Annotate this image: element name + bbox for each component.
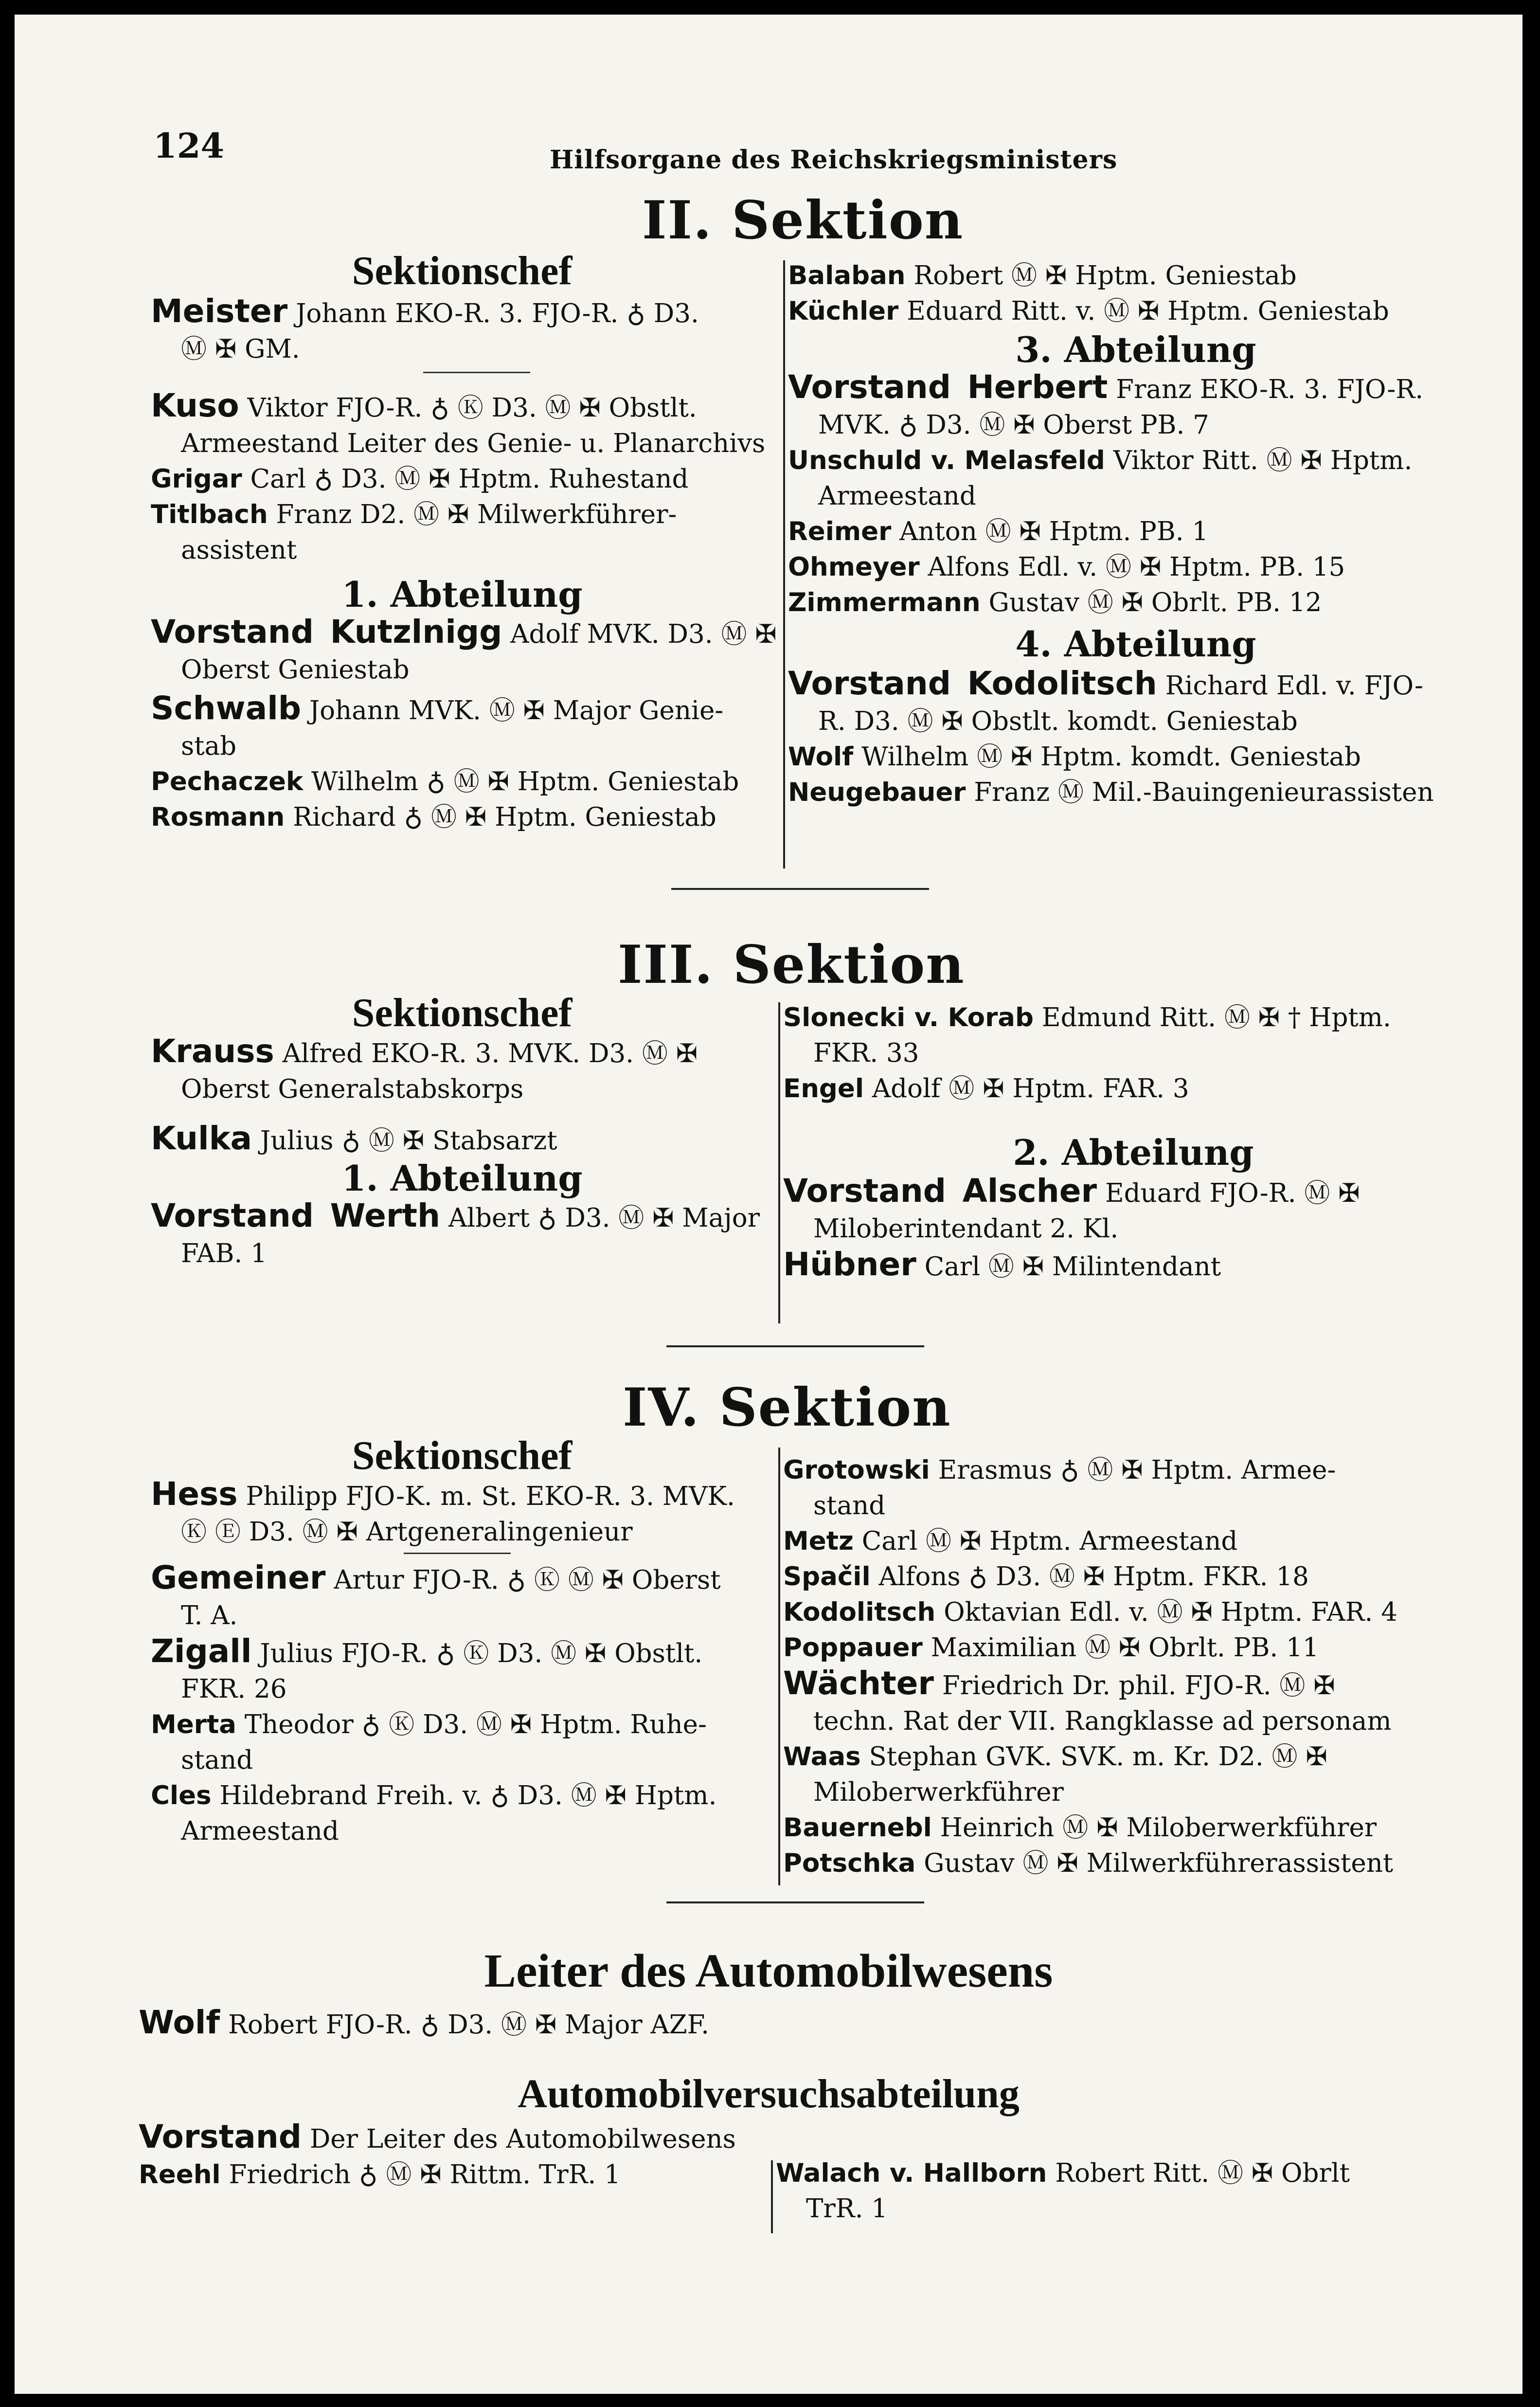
entry-kuso-cont: Armeestand Leiter des Genie- u. Planarchivs <box>181 429 766 458</box>
section-II-left-column <box>151 248 777 835</box>
entry-kulka: Kulka Julius ♁ Ⓜ ✠ Stabsarzt <box>151 1120 557 1157</box>
entry-vorstand-automobil: Vorstand Der Leiter des Automobilwesens <box>139 2118 736 2155</box>
entry-vorstand-alscher: Vorstand Alscher Eduard FJO-R. Ⓜ ✠ <box>783 1172 1360 1210</box>
running-head: Hilfsorgane des Reichskriegsministers <box>550 145 1118 175</box>
entry-grotowski-cont: stand <box>813 1491 886 1520</box>
automobilwesen-title: Leiter des Automobilwesens <box>484 1945 1053 1997</box>
section-title-III: III. Sektion <box>618 934 965 995</box>
entry-titlbach: Titlbach Franz D2. Ⓜ ✠ Milwerkführer- <box>151 500 677 529</box>
entry-unschuld-cont: Armeestand <box>818 481 976 511</box>
sektionschef-heading: Sektionschef <box>352 248 573 293</box>
abteilung-heading: 4. Abteilung <box>1015 623 1256 665</box>
entry-reimer: Reimer Anton Ⓜ ✠ Hptm. PB. 1 <box>788 517 1209 546</box>
entry-ohmeyer: Ohmeyer Alfons Edl. v. Ⓜ ✠ Hptm. PB. 15 <box>788 552 1345 582</box>
entry-potschka: Potschka Gustav Ⓜ ✠ Milwerkführerassistent <box>783 1848 1394 1878</box>
entry-slonecki: Slonecki v. Korab Edmund Ritt. Ⓜ ✠ † Hptm. <box>783 1003 1391 1032</box>
section-rule <box>666 1345 924 1347</box>
section-rule <box>666 1901 924 1903</box>
entry-cles: Cles Hildebrand Freih. v. ♁ D3. Ⓜ ✠ Hptm. <box>151 1781 717 1810</box>
entry-zigall: Zigall Julius FJO-R. ♁ Ⓚ D3. Ⓜ ✠ Obstlt. <box>151 1632 703 1670</box>
automobilwesen-leiter <box>139 2005 1501 2043</box>
sektionschef-heading: Sektionschef <box>352 990 573 1035</box>
entry-vorstand-kutzlnigg-cont: Oberst Geniestab <box>181 655 410 685</box>
entry-balaban: Balaban Robert Ⓜ ✠ Hptm. Geniestab <box>788 261 1297 290</box>
section-rule <box>671 888 929 890</box>
entry-unschuld: Unschuld v. Melasfeld Viktor Ritt. Ⓜ ✠ Hptm. <box>788 446 1413 475</box>
entry-gemeiner: Gemeiner Artur FJO-R. ♁ Ⓚ Ⓜ ✠ Oberst <box>151 1559 721 1596</box>
entry-kodolitsch-oktavian: Kodolitsch Oktavian Edl. v. Ⓜ ✠ Hptm. FAR. 4 <box>783 1597 1397 1627</box>
section-III-right-column <box>783 1000 1484 1285</box>
entry-poppauer: Poppauer Maximilian Ⓜ ✠ Obrlt. PB. 11 <box>783 1633 1319 1663</box>
entry-grigar: Grigar Carl ♁ D3. Ⓜ ✠ Hptm. Ruhestand <box>151 464 689 494</box>
entry-kuechler: Küchler Eduard Ritt. v. Ⓜ ✠ Hptm. Geniestab <box>788 296 1389 326</box>
entry-reehl: Reehl Friedrich ♁ Ⓜ ✠ Rittm. TrR. 1 <box>139 2160 621 2190</box>
entry-bauernebl: Bauernebl Heinrich Ⓜ ✠ Miloberwerkführer <box>783 1813 1377 1843</box>
entry-schwalb: Schwalb Johann MVK. Ⓜ ✠ Major Genie- <box>151 689 724 727</box>
abteilung-heading: 2. Abteilung <box>1013 1132 1254 1173</box>
entry-waas-cont: Miloberwerkführer <box>813 1777 1064 1807</box>
section-title-IV: IV. Sektion <box>623 1377 951 1438</box>
entry-krauss: Krauss Alfred EKO-R. 3. MVK. D3. Ⓜ ✠ <box>151 1032 698 1070</box>
entry-merta-cont: stand <box>181 1745 253 1775</box>
entry-krauss-cont: Oberst Generalstabskorps <box>181 1074 524 1104</box>
entry-vorstand-kodolitsch: Vorstand Kodolitsch Richard Edl. v. FJO- <box>788 665 1423 702</box>
entry-wolf-wilhelm: Wolf Wilhelm Ⓜ ✠ Hptm. komdt. Geniestab <box>788 742 1361 772</box>
automobil-right-column <box>776 2155 1486 2226</box>
entry-huebner: Hübner Carl Ⓜ ✠ Milintendant <box>783 1246 1221 1283</box>
entry-kuso: Kuso Viktor FJO-R. ♁ Ⓚ D3. Ⓜ ✠ Obstlt. <box>151 387 697 424</box>
separator <box>404 1553 511 1554</box>
entry-engel: Engel Adolf Ⓜ ✠ Hptm. FAR. 3 <box>783 1074 1189 1104</box>
abteilung-heading: 3. Abteilung <box>1015 329 1256 370</box>
entry-vorstand-herbert-cont: MVK. ♁ D3. Ⓜ ✠ Oberst PB. 7 <box>818 410 1209 440</box>
entry-spacil: Spačil Alfons ♁ D3. Ⓜ ✠ Hptm. FKR. 18 <box>783 1562 1309 1592</box>
entry-titlbach-cont: assistent <box>181 535 297 565</box>
entry-walach-cont: TrR. 1 <box>806 2194 888 2224</box>
entry-merta: Merta Theodor ♁ Ⓚ D3. Ⓜ ✠ Hptm. Ruhe- <box>151 1710 707 1739</box>
entry-walach: Walach v. Hallborn Robert Ritt. Ⓜ ✠ Obrlt <box>776 2158 1350 2188</box>
entry-vorstand-herbert: Vorstand Herbert Franz EKO-R. 3. FJO-R. <box>788 368 1424 406</box>
entry-vorstand-werth: Vorstand Werth Albert ♁ D3. Ⓜ ✠ Major <box>151 1197 760 1234</box>
automobil-left-column <box>139 2119 771 2192</box>
entry-hess-cont: Ⓚ Ⓔ D3. Ⓜ ✠ Artgeneralingenieur <box>181 1517 633 1547</box>
column-divider <box>778 1448 780 1885</box>
entry-slonecki-cont: FKR. 33 <box>813 1038 919 1068</box>
entry-meister: Meister Johann EKO-R. 3. FJO-R. ♁ D3. <box>151 292 699 330</box>
entry-meister-cont: Ⓜ ✠ GM. <box>181 334 300 364</box>
column-divider <box>771 2160 773 2233</box>
entry-zimmermann: Zimmermann Gustav Ⓜ ✠ Obrlt. PB. 12 <box>788 588 1322 617</box>
entry-vorstand-kutzlnigg: Vorstand Kutzlnigg Adolf MVK. D3. Ⓜ ✠ <box>151 613 777 651</box>
entry-rosmann: Rosmann Richard ♁ Ⓜ ✠ Hptm. Geniestab <box>151 802 716 832</box>
entry-cles-cont: Armeestand <box>181 1816 339 1846</box>
abteilung-heading: 1. Abteilung <box>341 574 583 615</box>
entry-hess: Hess Philipp FJO-K. m. St. EKO-R. 3. MVK. <box>151 1475 735 1513</box>
page <box>15 15 1522 2394</box>
entry-neugebauer: Neugebauer Franz Ⓜ Mil.-Bauingenieurassisten <box>788 778 1434 807</box>
entry-metz: Metz Carl Ⓜ ✠ Hptm. Armeestand <box>783 1526 1238 1556</box>
column-divider <box>778 1002 780 1323</box>
entry-waechter: Wächter Friedrich Dr. phil. FJO-R. Ⓜ ✠ <box>783 1665 1335 1702</box>
abteilung-heading: 1. Abteilung <box>341 1158 583 1199</box>
entry-pechaczek: Pechaczek Wilhelm ♁ Ⓜ ✠ Hptm. Geniestab <box>151 767 739 796</box>
entry-gemeiner-cont: T. A. <box>181 1601 238 1630</box>
sektionschef-heading: Sektionschef <box>352 1433 573 1478</box>
entry-waas: Waas Stephan GVK. SVK. m. Kr. D2. Ⓜ ✠ <box>783 1742 1327 1772</box>
section-IV-left-column <box>151 1433 773 1849</box>
entry-grotowski: Grotowski Erasmus ♁ Ⓜ ✠ Hptm. Armee- <box>783 1455 1336 1485</box>
entry-vorstand-kodolitsch-cont: R. D3. Ⓜ ✠ Obstlt. komdt. Geniestab <box>818 706 1298 736</box>
section-III-left-column <box>151 990 773 1271</box>
separator <box>423 372 530 373</box>
entry-vorstand-werth-cont: FAB. 1 <box>181 1239 267 1268</box>
page-number: 124 <box>153 126 225 166</box>
column-divider <box>783 260 785 869</box>
entry-vorstand-alscher-cont: Miloberintendant 2. Kl. <box>813 1214 1119 1244</box>
section-II-right-column <box>788 258 1484 810</box>
entry-schwalb-cont: stab <box>181 731 237 761</box>
entry-zigall-cont: FKR. 26 <box>181 1674 287 1704</box>
section-IV-right-column <box>783 1452 1484 1881</box>
entry-wolf-robert: Wolf Robert FJO-R. ♁ D3. Ⓜ ✠ Major AZF. <box>139 2004 709 2041</box>
automobilversuchsabteilung-title: Automobilversuchsabteilung <box>518 2071 1020 2117</box>
entry-waechter-cont: techn. Rat der VII. Rangklasse ad personam <box>813 1706 1392 1736</box>
section-title-II: II. Sektion <box>642 190 964 251</box>
